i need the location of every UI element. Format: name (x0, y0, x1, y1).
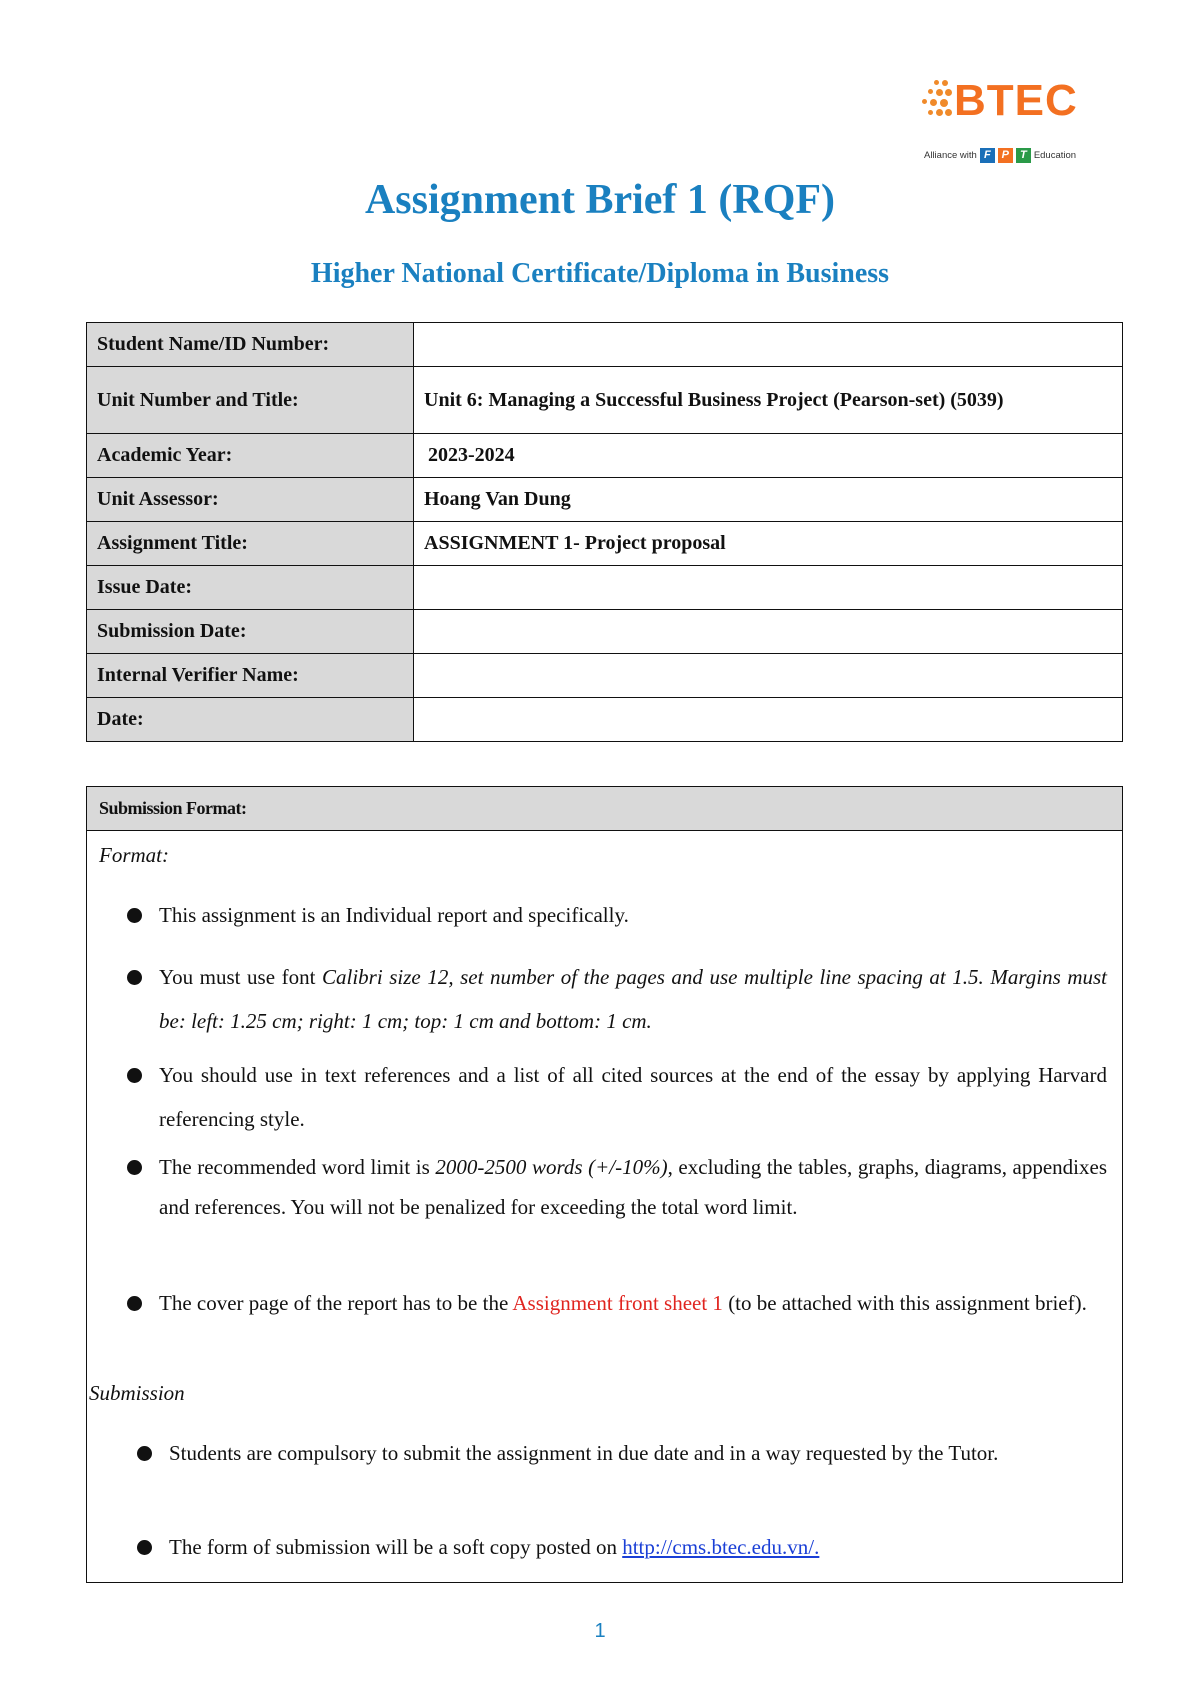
date-value (414, 698, 1123, 742)
table-row (87, 698, 1123, 742)
year-label: Academic Year: (87, 434, 414, 478)
list-item: You must use font Calibri size 12, set number of the pages and use multiple line spacing at 1.5. Margins must be: left: 1.25 cm; right: 1 cm; top: 1 cm and bottom: 1 cm. (127, 955, 1107, 1043)
btec-dots-icon (918, 78, 952, 122)
table-row (87, 478, 1123, 522)
bullet-icon (127, 1296, 142, 1311)
bullet-icon (127, 970, 142, 985)
bullet-icon (127, 908, 142, 923)
bullet-icon (137, 1540, 152, 1555)
issue-date-value (414, 566, 1123, 610)
student-value (414, 323, 1123, 367)
table-row (87, 323, 1123, 367)
alliance-line: Alliance with F P T Education (924, 149, 1077, 161)
submission-format-box (86, 786, 1123, 1583)
unit-value: Unit 6: Managing a Successful Business Project (Pearson-set) (5039) (414, 367, 1123, 434)
list-item: This assignment is an Individual report and specifically. (127, 893, 1107, 937)
document-title: Assignment Brief 1 (RQF) (364, 177, 836, 223)
cms-link[interactable]: http://cms.btec.edu.vn/. (622, 1535, 820, 1559)
table-row (87, 610, 1123, 654)
submission-date-label: Submission Date: (87, 610, 414, 654)
bullet-icon (137, 1446, 152, 1461)
btec-logo (918, 76, 1088, 166)
table-row (87, 566, 1123, 610)
submission-format-header: Submission Format: (87, 787, 1122, 831)
assignment-title-label: Assignment Title: (87, 522, 414, 566)
table-row (87, 522, 1123, 566)
table-row (87, 367, 1123, 434)
submission-label: Submission (89, 1381, 185, 1405)
page-number: 1 (594, 1620, 606, 1642)
assessor-label: Unit Assessor: (87, 478, 414, 522)
year-value: 2023-2024 (414, 434, 1123, 478)
bullet-icon (127, 1160, 142, 1175)
document-subtitle: Higher National Certificate/Diploma in Business (310, 258, 890, 289)
table-row (87, 434, 1123, 478)
assignment-title-value: ASSIGNMENT 1- Project proposal (414, 522, 1123, 566)
list-item: The cover page of the report has to be the Assignment front sheet 1 (to be attached with this assignment brief). (127, 1281, 1107, 1325)
list-item: Students are compulsory to submit the assignment in due date and in a way requested by the Tutor. (137, 1431, 1057, 1475)
issue-date-label: Issue Date: (87, 566, 414, 610)
unit-label: Unit Number and Title: (87, 367, 414, 434)
front-sheet-reference: Assignment front sheet 1 (512, 1291, 723, 1315)
list-item: You should use in text references and a list of all cited sources at the end of the essay by applying Harvard referencing style. (127, 1053, 1107, 1141)
list-item: The recommended word limit is 2000-2500 words (+/-10%), excluding the tables, graphs, diagrams, appendixes and references. You will not be penalized for exceeding the total word limit. (127, 1147, 1107, 1227)
assessor-value: Hoang Van Dung (414, 478, 1123, 522)
list-item: The form of submission will be a soft copy posted on http://cms.btec.edu.vn/. (137, 1525, 1057, 1569)
student-label: Student Name/ID Number: (87, 323, 414, 367)
info-table (86, 322, 1123, 742)
brand-name: BTEC (954, 76, 1078, 125)
format-label: Format: (99, 843, 169, 867)
date-label: Date: (87, 698, 414, 742)
bullet-icon (127, 1068, 142, 1083)
verifier-label: Internal Verifier Name: (87, 654, 414, 698)
submission-date-value (414, 610, 1123, 654)
verifier-value (414, 654, 1123, 698)
table-row (87, 654, 1123, 698)
